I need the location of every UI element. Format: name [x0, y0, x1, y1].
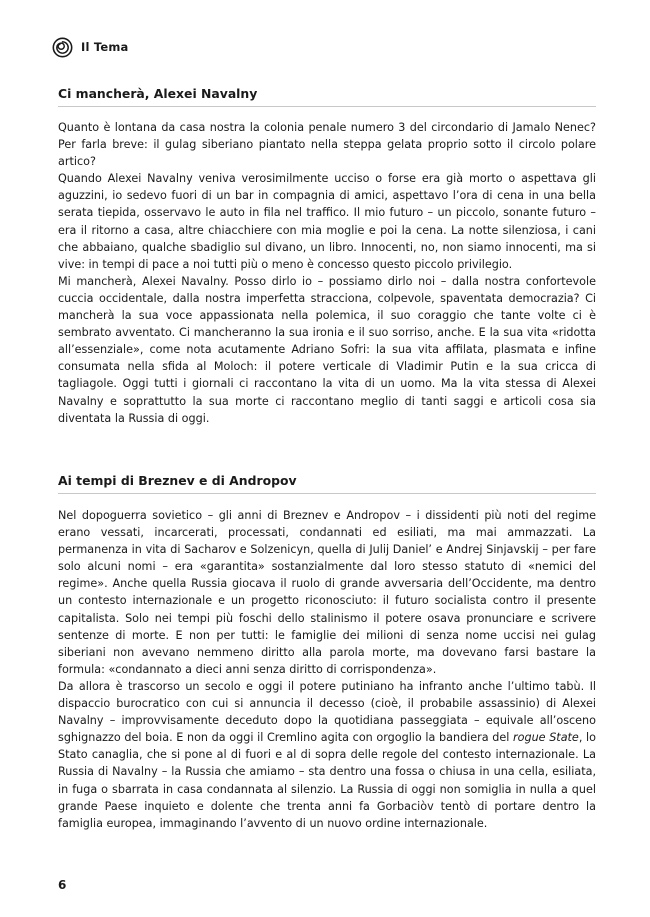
paragraph: [58, 678, 596, 832]
section-title: Il Tema: [81, 40, 129, 54]
paragraph: Quanto è lontana da casa nostra la colonia penale numero 3 del circondario di Jamalo Nenec? Per farla breve: il gulag siberiano piantato nella steppa gelata proprio sotto il circolo polare artico?: [58, 121, 596, 169]
italic-term: rogue State: [513, 731, 579, 745]
section-heading-1: Ci mancherà, Alexei Navalny: [58, 86, 596, 107]
paragraph: Nel dopoguerra sovietico – gli anni di Breznev e Andropov – i dissidenti più noti del regime erano vessati, incarcerati, processati, condannati ed esiliati, ma mai ammazzati. La permanenza in vita di Sacharov e Solzenicyn, quella di Julij Daniel’ e Andrej Sinjavskij – per fare solo alcuni nomi – era «garantita» sostanzialmente dal loro stesso statuto di «nemici del regime». Anche quella Russia giocava il ruolo di grande avversaria dell’Occidente, ma dentro un contesto internazionale e un progetto riconosciuto: il futuro socialista contro il presente capitalista. Solo nei tempi più foschi dello stalinismo il potere osava pronunciare e scrivere sentenze di morte. E non per tutti: le famiglie dei milioni di senza nome uccisi nei gulag siberiani non avevano nemmeno diritto alla parola morte, ma dovevano farsi bastare la formula: «condannato a dieci anni senza diritto di corrispondenza».: [58, 509, 596, 676]
text-run: , lo Stato canaglia, che si pone al di fuori e al di sopra delle regole del contesto internazionale. La Russia di Navalny – la Russia che amiamo – sta dentro una fossa o chiusa in una cella, esiliata, in fuga o sbarrata in casa condannata al silenzio. La Russia di oggi non somiglia in nulla a quel grande Paese inquieto e dolente che trenta anni fa Gorbaciòv tentò di portare dentro la famiglia europea, immaginando l’avvento di un nuovo ordine internazionale.: [58, 731, 596, 830]
section-1-body: [58, 119, 596, 427]
paragraph: Quando Alexei Navalny veniva verosimilmente ucciso o forse era già morto o aspettava gli aguzzini, io sedevo fuori di un bar in compagnia di amici, aspettavo l’ora di cena in una bella serata tiepida, osservavo le auto in fila nel traffico. Il mio futuro – un piccolo, sonante futuro – era il ritorno a casa, altre chiacchiere con mia moglie e poi la cena. La notte silenziosa, i cani che abbaiano, qualche sbadiglio sul divano, un libro. Innocenti, no, non siamo innocenti, ma si vive: in tempi di pace a noi tutti più o meno è concesso questo piccolo privilegio.: [58, 172, 596, 271]
page-header: [52, 36, 128, 58]
text-run: Da allora è trascorso un secolo e oggi il potere putiniano ha infranto anche l’ultimo tabù. Il dispaccio burocratico con cui si annuncia il decesso (cioè, il probabile assassinio) di Alexei Navalny – improvvisamente deceduto dopo la quotidiana passeggiata – equivale all’osceno sghignazzo del boia. E non da oggi il Cremlino agita con orgoglio la bandiera del: [58, 679, 596, 745]
section-2-body: [58, 507, 596, 832]
spiral-icon: [52, 37, 73, 58]
paragraph: Mi mancherà, Alexei Navalny. Posso dirlo io – possiamo dirlo noi – dalla nostra confortevole cuccia occidentale, dalla nostra imperfetta stracciona, colpevole, spaventata democrazia? Ci mancherà la sua voce appassionata nella polemica, il suo coraggio che tante volte ci è sembrato avventato. Ci mancheranno la sua ironia e il suo sorriso, anche. E la sua vita «ridotta all’essenziale», come nota acutamente Adriano Sofri: la sua vita affilata, plasmata e infine consumata nella sfida al Moloch: il potere verticale di Vladimir Putin e la sua cricca di tagliagole. Oggi tutti i giornali ci raccontano la vita di un uomo. Ma la vita stessa di Alexei Navalny e soprattutto la sua morte ci raccontano meglio di tanti saggi e articoli cosa sia diventata la Russia di oggi.: [58, 274, 596, 425]
section-heading-2: Ai tempi di Breznev e di Andropov: [58, 473, 596, 494]
page-number: 6: [58, 878, 67, 892]
